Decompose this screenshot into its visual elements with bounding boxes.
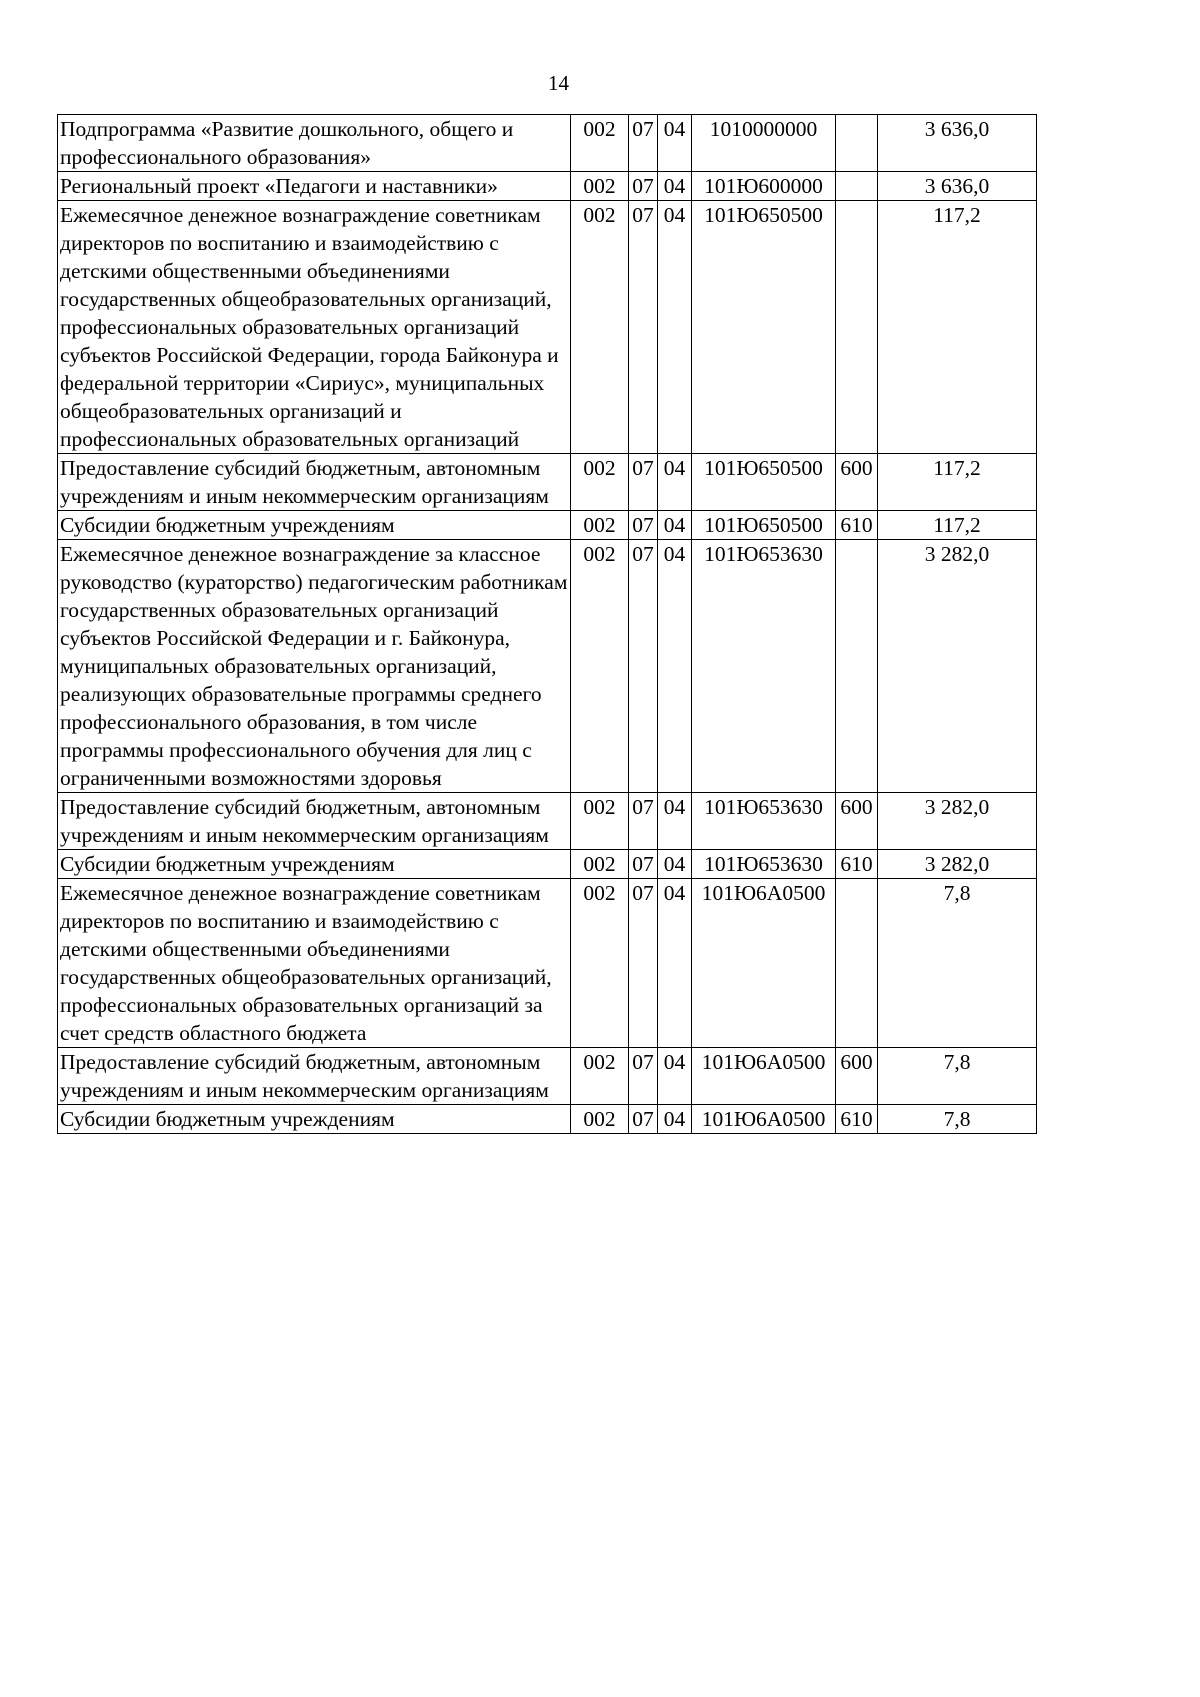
table-body (58, 115, 1037, 1134)
row-name-cell: Предоставление субсидий бюджетным, автономным учреждениям и иным некоммерческим организациям (58, 793, 571, 850)
row-amount-cell: 7,8 (878, 1048, 1037, 1105)
row-subsection-cell: 04 (658, 172, 692, 201)
row-amount-cell: 117,2 (878, 201, 1037, 454)
row-expense-type-cell (836, 540, 878, 793)
row-expense-type-cell (836, 115, 878, 172)
row-target-article-cell: 1010000000 (692, 115, 836, 172)
row-name-cell: Ежемесячное денежное вознаграждение советникам директоров по воспитанию и взаимодействию с детскими общественными объединениями государственных общеобразовательных организаций, профессиональных образовательных организаций за счет средств областного бюджета (58, 879, 571, 1048)
row-amount-cell: 117,2 (878, 454, 1037, 511)
row-expense-type-cell: 610 (836, 1105, 878, 1134)
row-amount-cell: 117,2 (878, 511, 1037, 540)
row-subsection-cell: 04 (658, 201, 692, 454)
row-amount-cell: 3 282,0 (878, 793, 1037, 850)
row-target-article-cell: 101Ю6А0500 (692, 879, 836, 1048)
row-section-cell: 07 (629, 115, 658, 172)
row-grbs-cell: 002 (571, 115, 629, 172)
row-target-article-cell: 101Ю650500 (692, 201, 836, 454)
row-subsection-cell: 04 (658, 540, 692, 793)
table-row (58, 1048, 1037, 1105)
row-target-article-cell: 101Ю653630 (692, 850, 836, 879)
row-subsection-cell: 04 (658, 511, 692, 540)
row-section-cell: 07 (629, 540, 658, 793)
row-subsection-cell: 04 (658, 1105, 692, 1134)
row-section-cell: 07 (629, 793, 658, 850)
row-expense-type-cell: 610 (836, 850, 878, 879)
row-section-cell: 07 (629, 454, 658, 511)
table-row (58, 454, 1037, 511)
row-section-cell: 07 (629, 850, 658, 879)
row-section-cell: 07 (629, 172, 658, 201)
budget-table (57, 114, 1037, 1134)
row-subsection-cell: 04 (658, 454, 692, 511)
row-amount-cell: 3 282,0 (878, 850, 1037, 879)
row-section-cell: 07 (629, 879, 658, 1048)
row-expense-type-cell: 610 (836, 511, 878, 540)
row-grbs-cell: 002 (571, 793, 629, 850)
row-name-cell: Региональный проект «Педагоги и наставники» (58, 172, 571, 201)
row-expense-type-cell: 600 (836, 1048, 878, 1105)
row-name-cell: Предоставление субсидий бюджетным, автономным учреждениям и иным некоммерческим организациям (58, 454, 571, 511)
row-target-article-cell: 101Ю653630 (692, 540, 836, 793)
table-row (58, 540, 1037, 793)
table-row (58, 201, 1037, 454)
row-expense-type-cell (836, 879, 878, 1048)
row-grbs-cell: 002 (571, 511, 629, 540)
row-subsection-cell: 04 (658, 850, 692, 879)
row-section-cell: 07 (629, 1048, 658, 1105)
row-name-cell: Субсидии бюджетным учреждениям (58, 511, 571, 540)
row-subsection-cell: 04 (658, 793, 692, 850)
page-number: 14 (548, 71, 569, 95)
row-name-cell: Предоставление субсидий бюджетным, автономным учреждениям и иным некоммерческим организациям (58, 1048, 571, 1105)
row-target-article-cell: 101Ю6А0500 (692, 1048, 836, 1105)
row-amount-cell: 3 636,0 (878, 172, 1037, 201)
table-row (58, 793, 1037, 850)
row-name-cell: Ежемесячное денежное вознаграждение советникам директоров по воспитанию и взаимодействию с детскими общественными объединениями государственных общеобразовательных организаций, профессиональных образовательных организаций субъектов Российской Федерации, города Байконура и федеральной территории «Сириус», муниципальных общеобразовательных организаций и профессиональных образовательных организаций (58, 201, 571, 454)
row-section-cell: 07 (629, 511, 658, 540)
row-target-article-cell: 101Ю653630 (692, 793, 836, 850)
row-grbs-cell: 002 (571, 172, 629, 201)
row-grbs-cell: 002 (571, 1105, 629, 1134)
table-row (58, 511, 1037, 540)
row-amount-cell: 3 636,0 (878, 115, 1037, 172)
row-amount-cell: 7,8 (878, 1105, 1037, 1134)
table-row (58, 850, 1037, 879)
row-grbs-cell: 002 (571, 454, 629, 511)
row-subsection-cell: 04 (658, 115, 692, 172)
row-expense-type-cell: 600 (836, 793, 878, 850)
row-amount-cell: 7,8 (878, 879, 1037, 1048)
table-row (58, 879, 1037, 1048)
row-section-cell: 07 (629, 1105, 658, 1134)
table-row (58, 115, 1037, 172)
row-section-cell: 07 (629, 201, 658, 454)
row-expense-type-cell: 600 (836, 454, 878, 511)
row-grbs-cell: 002 (571, 201, 629, 454)
row-grbs-cell: 002 (571, 1048, 629, 1105)
row-target-article-cell: 101Ю650500 (692, 511, 836, 540)
row-expense-type-cell (836, 201, 878, 454)
row-grbs-cell: 002 (571, 540, 629, 793)
row-name-cell: Подпрограмма «Развитие дошкольного, общего и профессионального образования» (58, 115, 571, 172)
table-row (58, 172, 1037, 201)
row-grbs-cell: 002 (571, 879, 629, 1048)
row-expense-type-cell (836, 172, 878, 201)
row-subsection-cell: 04 (658, 879, 692, 1048)
row-grbs-cell: 002 (571, 850, 629, 879)
row-name-cell: Субсидии бюджетным учреждениям (58, 850, 571, 879)
row-target-article-cell: 101Ю650500 (692, 454, 836, 511)
row-name-cell: Ежемесячное денежное вознаграждение за классное руководство (кураторство) педагогическим работникам государственных образовательных организаций субъектов Российской Федерации и г. Байконура, муниципальных образовательных организаций, реализующих образовательные программы среднего профессионального образования, в том числе программы профессионального обучения для лиц с ограниченными возможностями здоровья (58, 540, 571, 793)
row-target-article-cell: 101Ю600000 (692, 172, 836, 201)
row-amount-cell: 3 282,0 (878, 540, 1037, 793)
table-row (58, 1105, 1037, 1134)
row-subsection-cell: 04 (658, 1048, 692, 1105)
row-target-article-cell: 101Ю6А0500 (692, 1105, 836, 1134)
row-name-cell: Субсидии бюджетным учреждениям (58, 1105, 571, 1134)
